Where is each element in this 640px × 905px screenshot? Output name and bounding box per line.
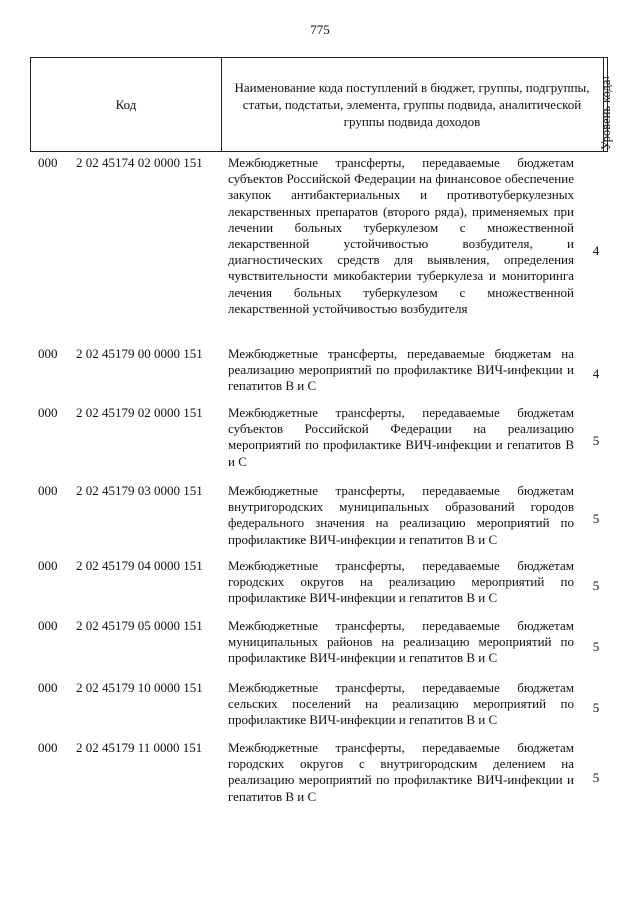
row-name: Межбюджетные трансферты, передаваемые бюджетам субъектов Российской Федерации на реализацию мероприятий по профилактике ВИЧ-инфекции и гепатитов В и С: [228, 405, 574, 469]
row-admin-code: 000: [38, 405, 58, 420]
row-level: 4: [592, 366, 600, 381]
row-name: Межбюджетные трансферты, передаваемые бюджетам муниципальных районов на реализацию мероприятий по профилактике ВИЧ-инфекции и гепатитов В и С: [228, 618, 574, 666]
row-admin-code: 000: [38, 483, 58, 498]
row-level: 5: [592, 578, 600, 593]
header-level: [594, 57, 618, 150]
row-code: 2 02 45179 11 0000 151: [76, 740, 203, 755]
row-admin-code: 000: [38, 558, 58, 573]
header-name: Наименование кода поступлений в бюджет, группы, подгруппы, статьи, подстатьи, элемента, группы подвида, аналитической группы подвида доходов: [221, 58, 604, 151]
row-code: 2 02 45179 10 0000 151: [76, 680, 203, 695]
row-level: 5: [592, 639, 600, 654]
row-name: Межбюджетные трансферты, передаваемые бюджетам городских округов на реализацию мероприятий по профилактике ВИЧ-инфекции и гепатитов В и С: [228, 558, 574, 606]
row-level: 5: [592, 770, 600, 785]
row-code: 2 02 45179 04 0000 151: [76, 558, 203, 573]
row-name: Межбюджетные трансферты, передаваемые бюджетам на реализацию мероприятий по профилактике ВИЧ-инфекции и гепатитов В и С: [228, 346, 574, 394]
row-admin-code: 000: [38, 346, 58, 361]
row-level: 5: [592, 433, 600, 448]
page-number: 775: [310, 22, 330, 37]
table-header: [30, 57, 613, 152]
row-code: 2 02 45179 02 0000 151: [76, 405, 203, 420]
row-level: 5: [592, 511, 600, 526]
row-level: 4: [592, 243, 600, 258]
row-admin-code: 000: [38, 680, 58, 695]
row-name: Межбюджетные трансферты, передаваемые бюджетам внутригородских муниципальных образований городов федерального значения на реализацию мероприятий по профилактике ВИЧ-инфекции и гепатитов В и С: [228, 483, 574, 547]
row-level: 5: [592, 700, 600, 715]
row-code: 2 02 45174 02 0000 151: [76, 155, 203, 170]
row-name: Межбюджетные трансферты, передаваемые бюджетам сельских поселений на реализацию мероприятий по профилактике ВИЧ-инфекции и гепатитов В и С: [228, 680, 574, 728]
row-admin-code: 000: [38, 618, 58, 633]
header-level-footnote: 1: [601, 75, 611, 80]
header-code: Код: [31, 58, 222, 151]
row-name: Межбюджетные трансферты, передаваемые бюджетам городских округов с внутригородским делением на реализацию мероприятий по профилактике ВИЧ-инфекции и гепатитов В и С: [228, 740, 574, 804]
header-level-cell: [598, 58, 613, 151]
row-code: 2 02 45179 05 0000 151: [76, 618, 203, 633]
row-admin-code: 000: [38, 155, 58, 170]
row-admin-code: 000: [38, 740, 58, 755]
row-code: 2 02 45179 00 0000 151: [76, 346, 203, 361]
row-name: Межбюджетные трансферты, передаваемые бюджетам субъектов Российской Федерации на финансовое обеспечение закупок антибактериальных и противотуберкулезных лекарственных препаратов (второго ряда), применяемых при лечении больных туберкулезом с множественной лекарственной устойчивостью возбудителя, и диагностических средств для выявления, определения чувствительности микобактерии туберкулеза и мониторинга лечения больных туберкулезом с множественной лекарственной устойчивостью возбудителя: [228, 155, 574, 316]
header-level-label: Уровень кода: [598, 79, 613, 150]
row-code: 2 02 45179 03 0000 151: [76, 483, 203, 498]
